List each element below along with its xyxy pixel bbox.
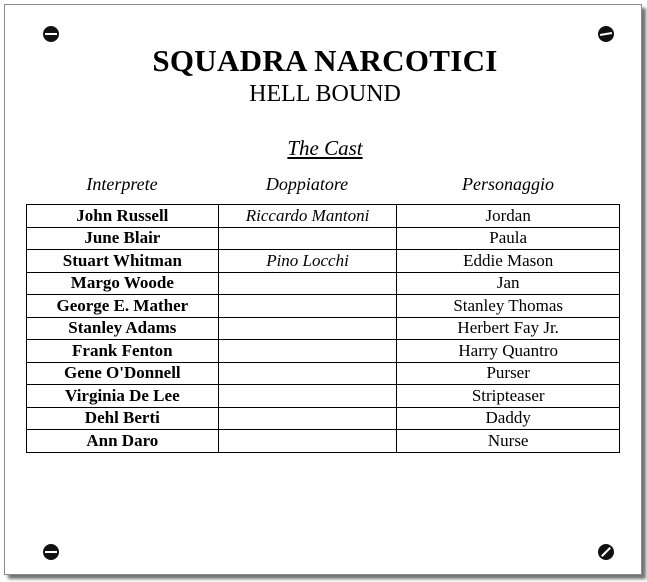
table-row [27, 227, 620, 250]
cast-plate [4, 4, 642, 575]
dubber-cell [218, 385, 397, 408]
table-row [27, 295, 620, 318]
actor-cell: Virginia De Lee [27, 385, 219, 408]
role-cell: Harry Quantro [397, 340, 620, 363]
actor-cell: Ann Daro [27, 430, 219, 453]
role-cell: Herbert Fay Jr. [397, 317, 620, 340]
dubber-cell [218, 272, 397, 295]
table-row [27, 205, 620, 228]
actor-cell: Dehl Berti [27, 407, 219, 430]
film-original-title: HELL BOUND [249, 81, 401, 107]
screw-icon [43, 544, 59, 560]
role-cell: Stripteaser [397, 385, 620, 408]
screw-icon [598, 544, 614, 560]
role-cell: Daddy [397, 407, 620, 430]
dubber-cell: Pino Locchi [218, 250, 397, 273]
role-cell: Paula [397, 227, 620, 250]
dubber-cell [218, 295, 397, 318]
actor-cell: Stanley Adams [27, 317, 219, 340]
dubber-cell [218, 227, 397, 250]
dubber-cell [218, 340, 397, 363]
dubber-cell [218, 362, 397, 385]
role-cell: Purser [397, 362, 620, 385]
table-row [27, 272, 620, 295]
role-cell: Jordan [397, 205, 620, 228]
table-row [27, 407, 620, 430]
role-cell: Eddie Mason [397, 250, 620, 273]
actor-cell: June Blair [27, 227, 219, 250]
role-cell: Jan [397, 272, 620, 295]
column-header-interprete: Interprete [86, 174, 158, 194]
actor-cell: John Russell [27, 205, 219, 228]
actor-cell: Stuart Whitman [27, 250, 219, 273]
role-cell: Stanley Thomas [397, 295, 620, 318]
table-row [27, 385, 620, 408]
column-header-doppiatore: Doppiatore [265, 174, 349, 194]
table-row [27, 317, 620, 340]
dubber-cell [218, 317, 397, 340]
actor-cell: Gene O'Donnell [27, 362, 219, 385]
dubber-cell [218, 430, 397, 453]
table-row [27, 340, 620, 363]
table-row [27, 430, 620, 453]
role-cell: Nurse [397, 430, 620, 453]
actor-cell: George E. Mather [27, 295, 219, 318]
dubber-cell [218, 407, 397, 430]
actor-cell: Margo Woode [27, 272, 219, 295]
cast-table [26, 204, 620, 453]
table-row [27, 250, 620, 273]
film-title: SQUADRA NARCOTICI [152, 43, 498, 78]
dubber-cell: Riccardo Mantoni [218, 205, 397, 228]
actor-cell: Frank Fenton [27, 340, 219, 363]
screw-icon [598, 26, 614, 42]
table-row [27, 362, 620, 385]
column-header-personaggio: Personaggio [462, 174, 554, 194]
screw-icon [43, 26, 59, 42]
cast-heading: The Cast [287, 136, 363, 160]
